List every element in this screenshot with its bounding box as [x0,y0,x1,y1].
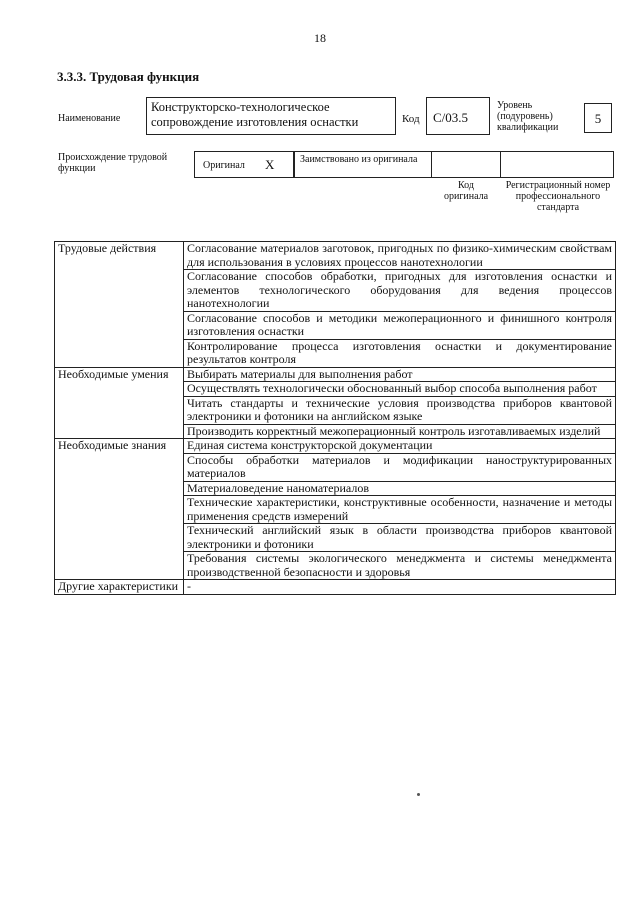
table-cell: Осуществлять технологически обоснованный выбор способа выполнения работ [184,382,616,397]
origin-label: Происхождение трудовой функции [58,152,168,174]
table-cell: Требования системы экологического менеджмента и системы менеджмента производственной безопасности и здоровья [184,552,616,580]
name-label: Наименование [58,113,121,124]
other-title: Другие характеристики [55,580,184,595]
table-row [55,367,616,382]
table-cell: - [184,580,616,595]
table-cell: Контролирование процесса изготовления оснастки и документирование результатов контроля [184,339,616,367]
table-row [55,439,616,454]
section-title: 3.3.3. Трудовая функция [57,69,200,84]
table-cell: Материаловедение наноматериалов [184,481,616,496]
table-row [55,242,616,270]
table-cell: Согласование способов и методики межоперационного и финишного контроля изготовления оснастки [184,311,616,339]
code-label: Код [402,113,420,125]
table-cell: Технический английский язык в области производства приборов квантовой электроники и фотоники [184,524,616,552]
original-mark: X [265,157,275,172]
table-cell: Выбирать материалы для выполнения работ [184,367,616,382]
reg-number-cell [500,151,614,178]
code-caption: Код оригинала [443,180,489,202]
original-code-cell [431,151,501,178]
borrowed-cell [294,151,432,178]
table-row [55,580,616,595]
labor-function-table [54,241,616,595]
original-label: Оригинал [203,160,245,171]
skills-title: Необходимые умения [55,367,184,439]
original-cell [194,151,294,178]
borrowed-label: Заимствовано из оригинала [300,154,418,165]
table-cell: Согласование способов обработки, пригодных для изготовления оснастки и элементов технологического оборудования для ведения процессов нанотехнологии [184,270,616,312]
table-cell: Согласование материалов заготовок, пригодных по физико-химическим свойствам для использования в условиях процессов нанотехнологии [184,242,616,270]
page-number: 18 [314,31,326,45]
reg-caption: Регистрационный номер профессионального стандарта [505,180,611,213]
scan-dot [417,793,420,796]
level-value: 5 [584,103,612,133]
table-cell: Технические характеристики, конструктивные особенности, назначение и методы применения средств измерений [184,496,616,524]
level-label: Уровень (подуровень) квалификации [497,100,559,133]
table-cell: Способы обработки материалов и модификации наноструктурированных материалов [184,453,616,481]
function-name-value: Конструкторско-технологическое сопровождение изготовления оснастки [146,97,396,135]
table-cell: Читать стандарты и технические условия производства приборов квантовой электроники и фотоники на английском языке [184,396,616,424]
knowledge-title: Необходимые знания [55,439,184,580]
table-cell: Производить корректный межоперационный контроль изготавливаемых изделий [184,424,616,439]
table-cell: Единая система конструкторской документации [184,439,616,454]
code-value: C/03.5 [426,97,490,135]
actions-title: Трудовые действия [55,242,184,368]
